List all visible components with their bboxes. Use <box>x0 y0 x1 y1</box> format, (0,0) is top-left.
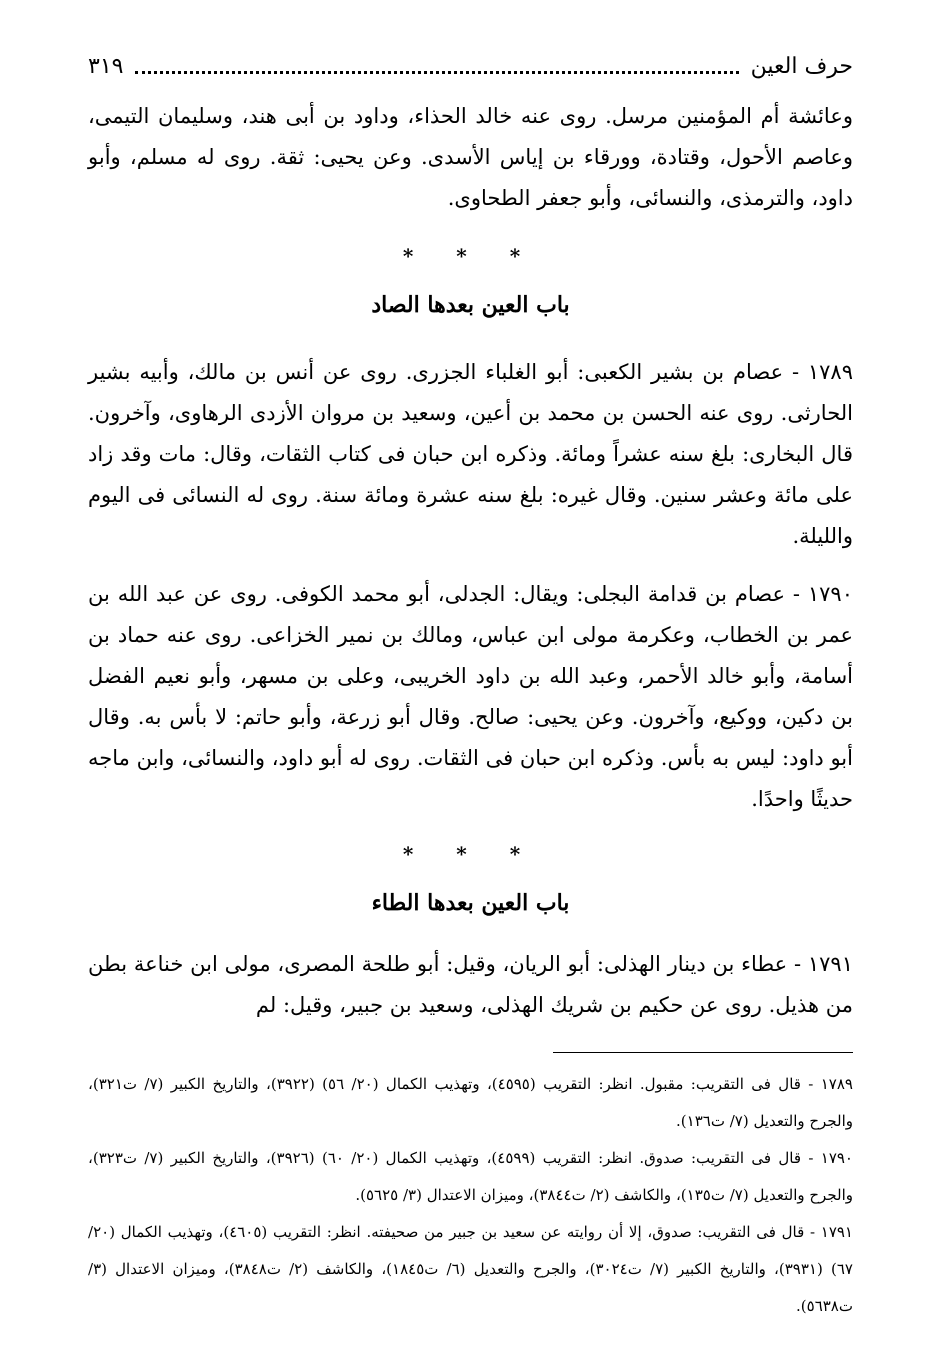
footnote-1790: ١٧٩٠ - قال فى التقريب: صدوق. انظر: التقريب (٤٥٩٩)، وتهذيب الكمال (٢٠/ ٦٠) (٣٩٢٦)، والتاريخ الكبير (٧/ ت٣٢٣)، والجرح والتعديل (٧/ ت١٣٥)، والكاشف (٢/ ت٣٨٤٤)، وميزان الاعتدال (٣/ ٥٦٢٥). <box>88 1149 853 1204</box>
footnote-divider <box>553 1052 853 1053</box>
header-dotted-leader <box>135 71 738 74</box>
section-heading-sad: باب العين بعدها الصاد <box>371 292 570 318</box>
entry-1790: ١٧٩٠ - عصام بن قدامة البجلى: ويقال: الجدلى، أبو محمد الكوفى. روى عن عبد الله بن عمر بن الخطاب، وعكرمة مولى ابن عباس، ومالك بن نمير الخزاعى. روى عنه حماد بن أسامة، وأبو خالد الأحمر، وعبد الله بن داود الخريبى، وعلى بن مسهر، وأبو نعيم الفضل بن دكين، ووكيع، وآخرون. وعن يحيى: صالح. وقال أبو زرعة، وأبو حاتم: لا بأس به. وقال أبو داود: ليس به بأس. وذكره ابن حبان فى الثقات. روى له أبو داود، والنسائى، وابن ماجه حديثًا واحدًا. <box>88 582 853 811</box>
page-header <box>88 46 853 86</box>
chapter-title: حرف العين <box>750 53 853 79</box>
footnote-1789: ١٧٨٩ - قال فى التقريب: مقبول. انظر: التقريب (٤٥٩٥)، وتهذيب الكمال (٢٠/ ٥٦) (٣٩٢٢)، والتاريخ الكبير (٧/ ت٣٢١)، والجرح والتعديل (٧/ ت١٣٦). <box>88 1075 853 1130</box>
footnotes <box>88 1066 853 1325</box>
section-separator-1: * * * <box>402 244 539 268</box>
intro-paragraph: وعائشة أم المؤمنين مرسل. روى عنه خالد الحذاء، وداود بن أبى هند، وسليمان التيمى، وعاصم الأحول، وقتادة، وورقاء بن إياس الأسدى. وعن يحيى: ثقة. روى له مسلم، وأبو داود، والترمذى، والنسائى، وأبو جعفر الطحاوى. <box>88 104 853 210</box>
page-number: ٣١٩ <box>88 53 124 79</box>
footnote-1791: ١٧٩١ - قال فى التقريب: صدوق، إلا أن روايته عن سعيد بن جبير من صحيفته. انظر: التقريب (٤٦٠٥)، وتهذيب الكمال (٢٠/ ٦٧) (٣٩٣١)، والتاريخ الكبير (٧/ ت٣٠٢٤)، والجرح والتعديل (٦/ ت١٨٤٥)، والكاشف (٢/ ت٣٨٤٨)، وميزان الاعتدال (٣/ ت٥٦٣٨). <box>88 1223 853 1315</box>
entry-1789: ١٧٨٩ - عصام بن بشير الكعبى: أبو الغلباء الجزرى. روى عن أنس بن مالك، وأبيه بشير الحارثى. روى عنه الحسن بن محمد بن أعين، وسعيد بن مروان الأزدى الرهاوى، وآخرون. قال البخارى: بلغ سنه عشراً ومائة. وذكره ابن حبان فى كتاب الثقات، وقال: مات وقد زاد على مائة وعشر سنين. وقال غيره: بلغ سنه عشرة ومائة سنة. روى له النسائى فى اليوم والليلة. <box>88 360 853 548</box>
entry-1791: ١٧٩١ - عطاء بن دينار الهذلى: أبو الريان، وقيل: أبو طلحة المصرى، مولى ابن خناعة بطن من هذيل. روى عن حكيم بن شريك الهذلى، وسعيد بن جبير، وقيل: لم <box>88 952 853 1017</box>
section-separator-2: * * * <box>402 842 539 866</box>
section-heading-ta: باب العين بعدها الطاء <box>371 890 570 916</box>
